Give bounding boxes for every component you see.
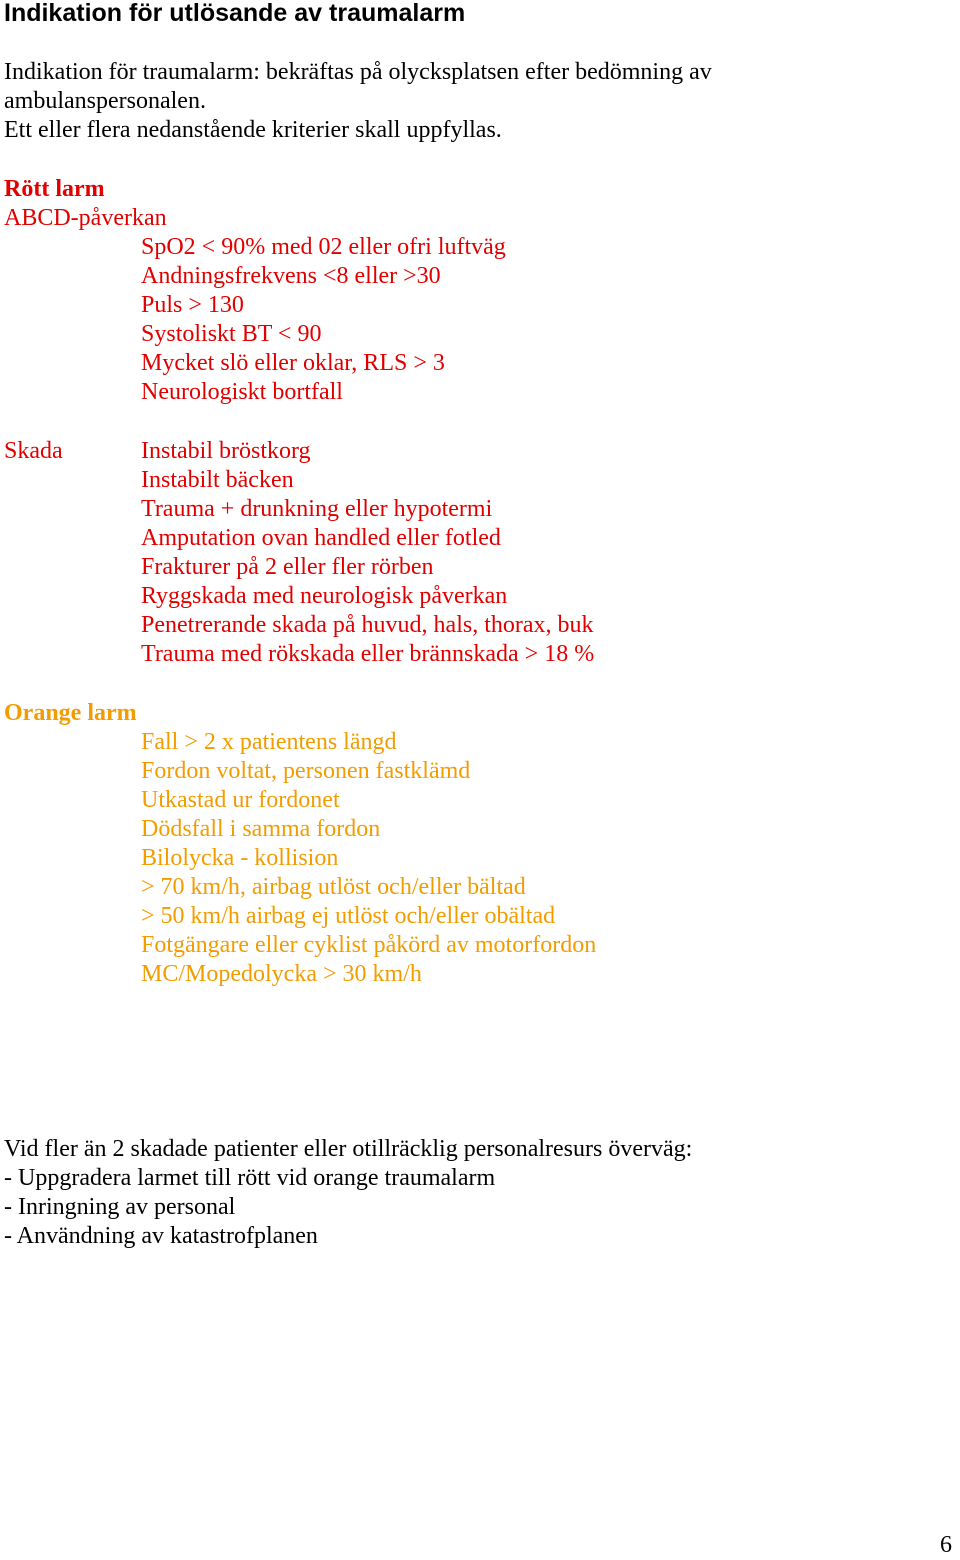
orange-criterion: Fordon voltat, personen fastklämd <box>141 758 471 784</box>
footer-note-item: - Användning av katastrofplanen <box>4 1223 318 1249</box>
footer-note-item: - Inringning av personal <box>4 1194 236 1220</box>
injury-criterion: Trauma med rökskada eller brännskada > 18 % <box>141 641 595 667</box>
injury-label: Skada <box>4 438 63 464</box>
abcd-criterion: Mycket slö eller oklar, RLS > 3 <box>141 350 445 376</box>
orange-criterion: Dödsfall i samma fordon <box>141 816 381 842</box>
intro-line: Indikation för traumalarm: bekräftas på olycksplatsen efter bedömning av <box>4 59 712 85</box>
abcd-criterion: Andningsfrekvens <8 eller >30 <box>141 263 441 289</box>
orange-criterion: Fotgängare eller cyklist påkörd av motorfordon <box>141 932 597 958</box>
injury-criterion: Instabilt bäcken <box>141 467 294 493</box>
red-alarm-heading: Rött larm <box>4 176 105 202</box>
abcd-criterion: Systoliskt BT < 90 <box>141 321 322 347</box>
injury-criterion: Frakturer på 2 eller fler rörben <box>141 554 434 580</box>
orange-criterion: > 50 km/h airbag ej utlöst och/eller obältad <box>141 903 556 929</box>
orange-criterion: Bilolycka - kollision <box>141 845 339 871</box>
orange-criterion: Fall > 2 x patientens längd <box>141 729 397 755</box>
abcd-label: ABCD-påverkan <box>4 205 167 231</box>
abcd-criterion: Neurologiskt bortfall <box>141 379 343 405</box>
abcd-criterion: Puls > 130 <box>141 292 244 318</box>
injury-criterion: Trauma + drunkning eller hypotermi <box>141 496 493 522</box>
page-title: Indikation för utlösande av traumalarm <box>4 0 466 27</box>
abcd-criterion: SpO2 < 90% med 02 eller ofri luftväg <box>141 234 506 260</box>
injury-criterion: Amputation ovan handled eller fotled <box>141 525 501 551</box>
injury-criterion: Ryggskada med neurologisk påverkan <box>141 583 508 609</box>
orange-criterion: MC/Mopedolycka > 30 km/h <box>141 961 422 987</box>
footer-note-item: - Uppgradera larmet till rött vid orange traumalarm <box>4 1165 496 1191</box>
intro-line: ambulanspersonalen. <box>4 88 206 114</box>
footer-note-lead: Vid fler än 2 skadade patienter eller otillräcklig personalresurs överväg: <box>4 1136 693 1162</box>
injury-criterion: Penetrerande skada på huvud, hals, thorax, buk <box>141 612 594 638</box>
orange-criterion: Utkastad ur fordonet <box>141 787 340 813</box>
page-number: 6 <box>940 1532 952 1558</box>
orange-criterion: > 70 km/h, airbag utlöst och/eller bältad <box>141 874 526 900</box>
intro-line: Ett eller flera nedanstående kriterier skall uppfyllas. <box>4 117 502 143</box>
injury-criterion: Instabil bröstkorg <box>141 438 311 464</box>
orange-alarm-heading: Orange larm <box>4 700 137 726</box>
